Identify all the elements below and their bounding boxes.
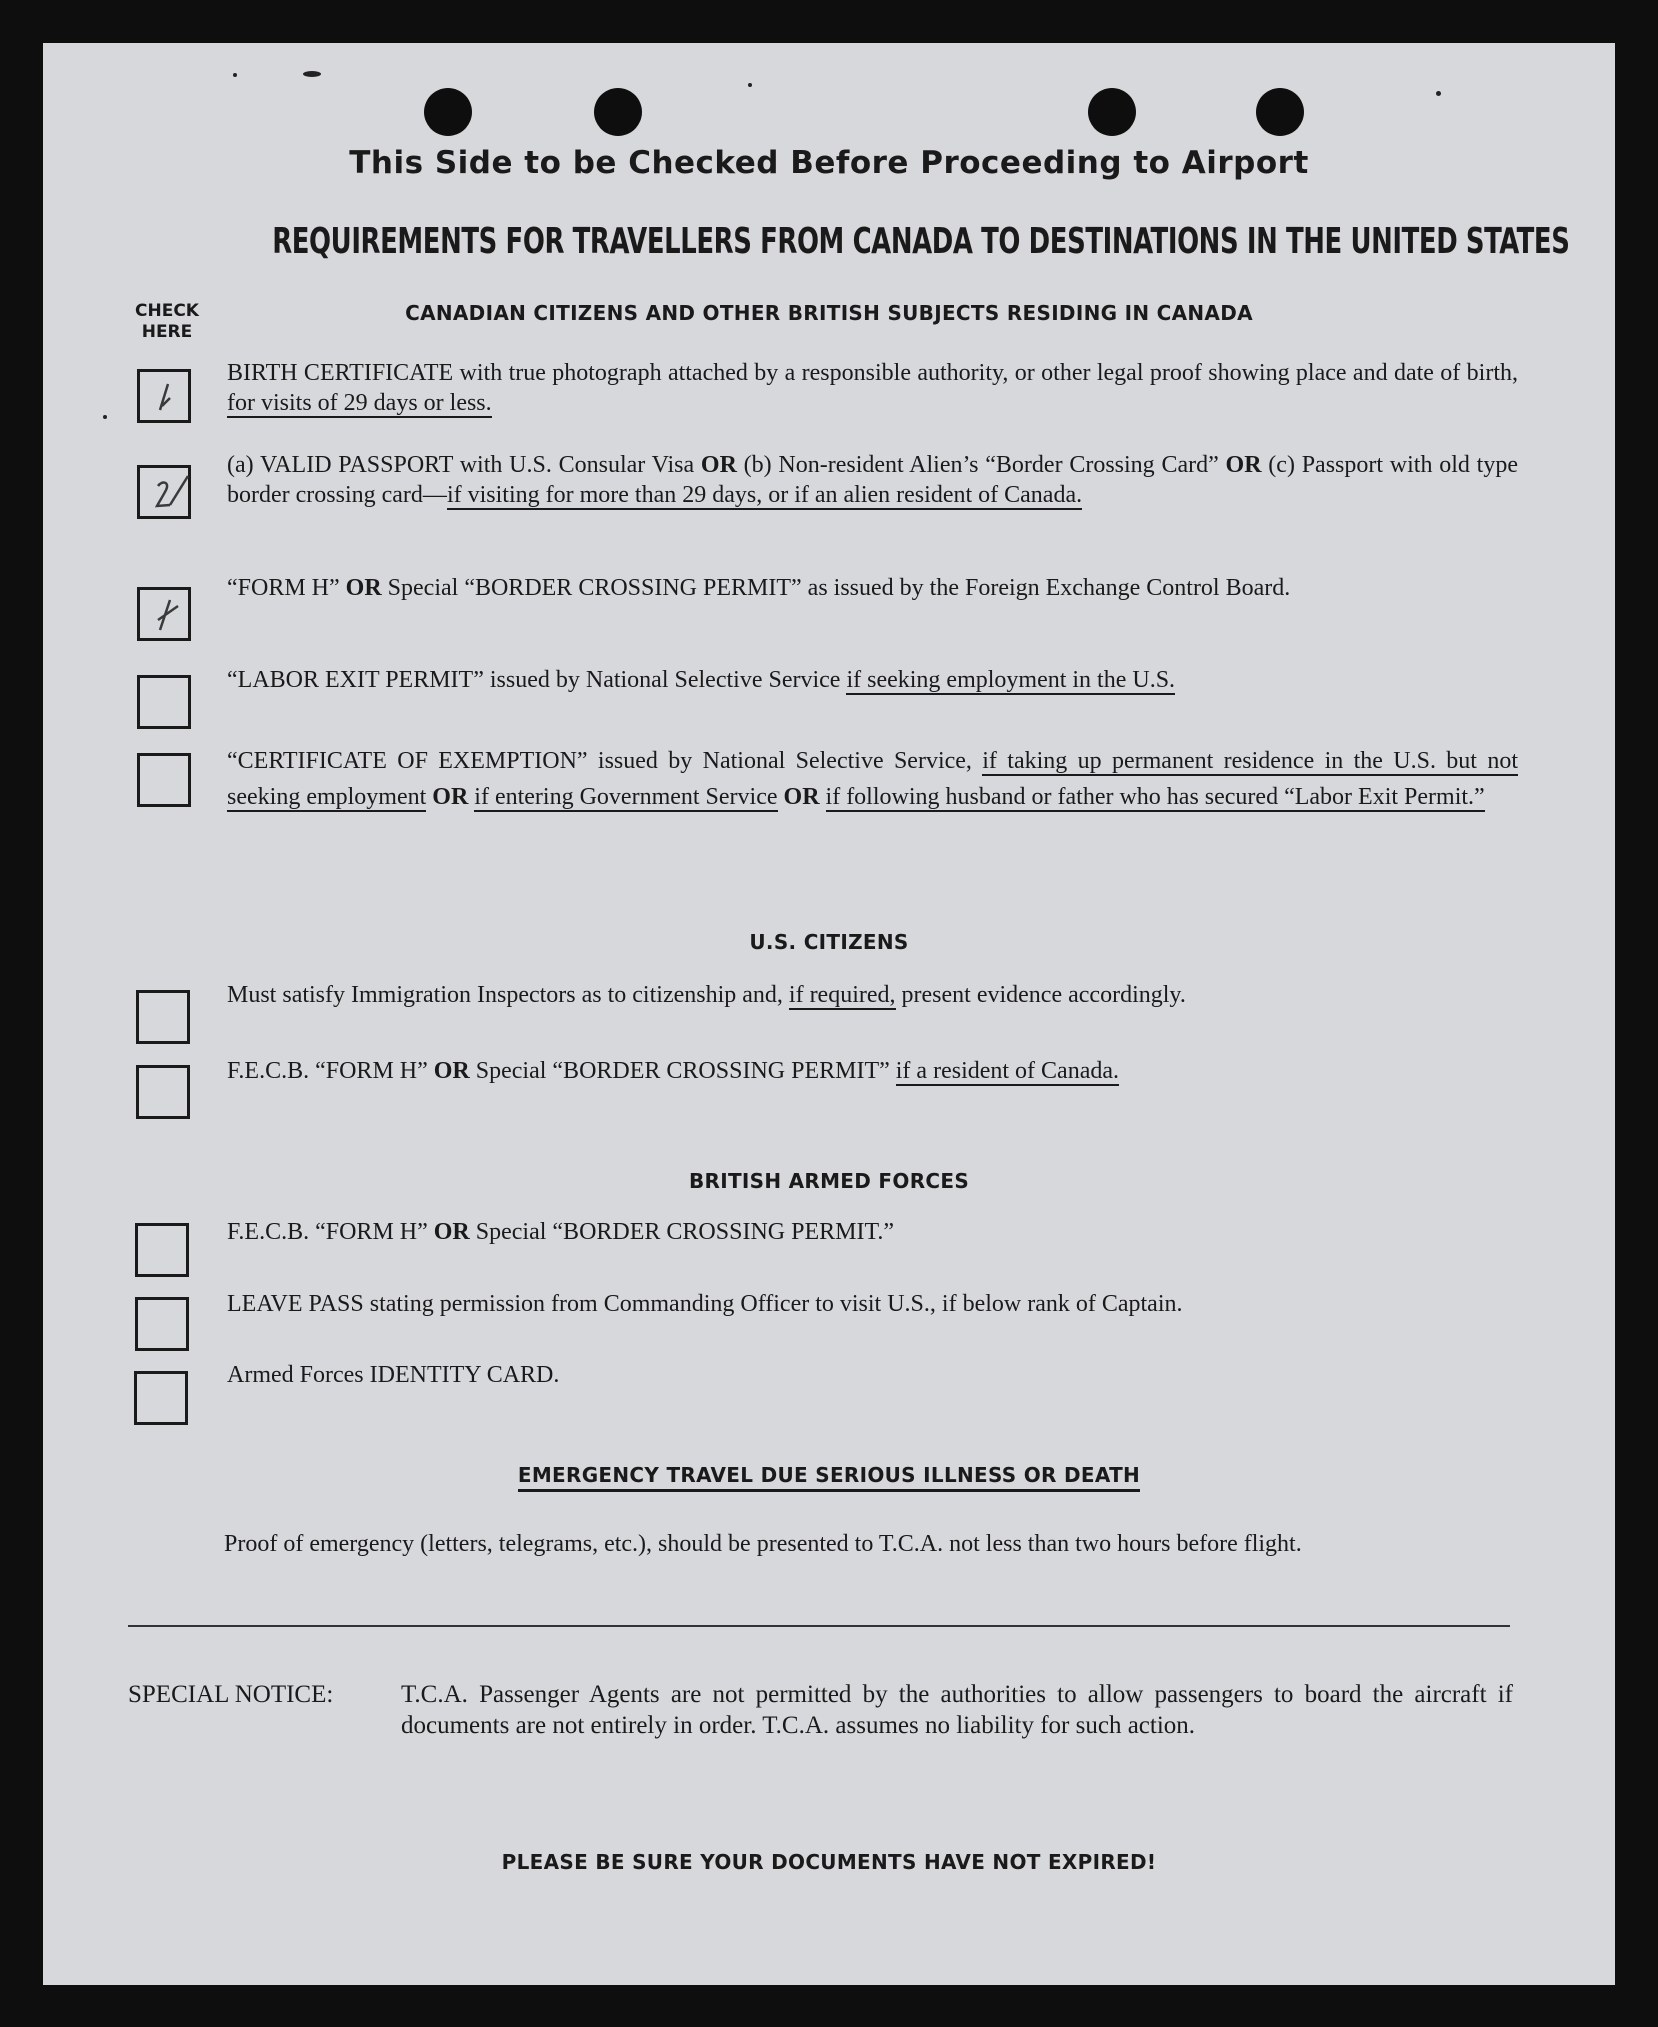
item-birth-certificate bbox=[227, 358, 1518, 418]
footer-warning: PLEASE BE SURE YOUR DOCUMENTS HAVE NOT EXPIRED! bbox=[501, 1850, 1157, 1874]
item-text: “FORM H” bbox=[227, 575, 346, 601]
item-valid-passport bbox=[227, 450, 1518, 510]
checkbox-immigration-inspectors[interactable] bbox=[136, 990, 190, 1044]
item-text-underlined: if entering Government Service bbox=[474, 784, 778, 810]
emergency-title-text: EMERGENCY TRAVEL DUE SERIOUS ILLNESS OR DEATH bbox=[518, 1463, 1140, 1492]
ink-speck bbox=[748, 83, 752, 87]
or-label: OR bbox=[433, 1219, 470, 1245]
checkbox-leave-pass[interactable] bbox=[135, 1297, 189, 1351]
top-heading: This Side to be Checked Before Proceeding to Airport bbox=[349, 145, 1309, 181]
checkbox-labor-exit-permit[interactable] bbox=[137, 675, 191, 729]
item-text: (a) VALID PASSPORT with U.S. Consular Visa bbox=[227, 452, 701, 478]
item-fecb-form-h-forces bbox=[227, 1217, 1518, 1247]
emergency-text: Proof of emergency (letters, telegrams, etc.), should be presented to T.C.A. not less than two hours before flight. bbox=[224, 1531, 1302, 1557]
punch-hole bbox=[594, 88, 642, 136]
check-mark-icon bbox=[148, 472, 194, 512]
punch-hole bbox=[1256, 88, 1304, 136]
document-page bbox=[43, 43, 1615, 1985]
section-title-us-citizens: U.S. CITIZENS bbox=[749, 930, 909, 954]
item-labor-exit-permit bbox=[227, 665, 1518, 695]
item-text: Special “BORDER CROSSING PERMIT.” bbox=[469, 1219, 894, 1245]
ink-speck bbox=[103, 415, 107, 419]
item-text: (b) Non-resident Alien’s “Border Crossing Card” bbox=[736, 452, 1226, 478]
item-text: Armed Forces IDENTITY CARD. bbox=[227, 1362, 560, 1388]
item-text: LEAVE PASS stating permission from Commanding Officer to visit U.S., if below rank of Captain. bbox=[227, 1291, 1183, 1317]
ink-speck bbox=[233, 73, 237, 77]
item-certificate-of-exemption bbox=[227, 743, 1518, 815]
item-fecb-form-h-resident bbox=[227, 1056, 1518, 1086]
item-text-underlined: if required, bbox=[788, 982, 896, 1008]
check-mark-icon bbox=[148, 376, 182, 416]
main-title: REQUIREMENTS FOR TRAVELLERS FROM CANADA TO DESTINATIONS IN THE UNITED STATES bbox=[272, 221, 1570, 262]
item-identity-card bbox=[227, 1360, 1518, 1390]
or-label: OR bbox=[700, 452, 737, 478]
section-title-canadian: CANADIAN CITIZENS AND OTHER BRITISH SUBJECTS RESIDING IN CANADA bbox=[405, 301, 1253, 325]
item-text: F.E.C.B. “FORM H” bbox=[227, 1219, 434, 1245]
item-text: “LABOR EXIT PERMIT” issued by National Selective Service bbox=[227, 667, 847, 693]
item-text: F.E.C.B. “FORM H” bbox=[227, 1058, 434, 1084]
check-mark-icon bbox=[148, 594, 182, 634]
or-label: OR bbox=[1225, 452, 1262, 478]
item-text-underlined: if following husband or father who has secured “Labor Exit Permit.” bbox=[825, 784, 1485, 810]
item-text-underlined: if a resident of Canada. bbox=[895, 1058, 1120, 1084]
punch-hole bbox=[1088, 88, 1136, 136]
item-text: BIRTH CERTIFICATE with true photograph attached by a responsible authority, or other legal proof showing place and date of birth, bbox=[227, 360, 1518, 386]
item-text-underlined: if visiting for more than 29 days, or if an alien resident of Canada. bbox=[446, 482, 1083, 508]
checkbox-fecb-form-h-resident[interactable] bbox=[136, 1065, 190, 1119]
item-text: Special “BORDER CROSSING PERMIT” bbox=[469, 1058, 896, 1084]
item-text bbox=[820, 784, 826, 810]
item-text: (c) Passport with old type border crossing card— bbox=[227, 452, 1519, 508]
check-here-line: HERE bbox=[141, 322, 193, 342]
or-label: OR bbox=[783, 784, 820, 810]
or-label: OR bbox=[433, 1058, 470, 1084]
item-leave-pass bbox=[227, 1289, 1518, 1319]
ink-speck bbox=[303, 71, 321, 77]
item-text-underlined: if seeking employment in the U.S. bbox=[846, 667, 1176, 693]
item-form-h bbox=[227, 573, 1518, 603]
or-label: OR bbox=[345, 575, 382, 601]
checkbox-fecb-form-h-forces[interactable] bbox=[135, 1223, 189, 1277]
divider-line bbox=[128, 1625, 1510, 1627]
item-immigration-inspectors bbox=[227, 980, 1518, 1010]
item-text: present evidence accordingly. bbox=[895, 982, 1186, 1008]
checkbox-birth-certificate[interactable] bbox=[137, 369, 191, 423]
checkbox-valid-passport[interactable] bbox=[137, 465, 191, 519]
or-label: OR bbox=[432, 784, 469, 810]
punch-hole bbox=[424, 88, 472, 136]
item-text: Must satisfy Immigration Inspectors as to citizenship and, bbox=[227, 982, 789, 1008]
section-title-emergency bbox=[43, 1463, 1615, 1487]
check-here-line: CHECK bbox=[135, 301, 199, 321]
item-text: “CERTIFICATE OF EXEMPTION” issued by National Selective Service, bbox=[227, 748, 983, 774]
section-title-british-armed-forces: BRITISH ARMED FORCES bbox=[688, 1169, 970, 1193]
checkbox-identity-card[interactable] bbox=[134, 1371, 188, 1425]
checkbox-certificate-of-exemption[interactable] bbox=[137, 753, 191, 807]
item-text: Special “BORDER CROSSING PERMIT” as issued by the Foreign Exchange Control Board. bbox=[381, 575, 1291, 601]
ink-speck bbox=[1436, 91, 1441, 96]
checkbox-form-h[interactable] bbox=[137, 587, 191, 641]
item-text-underlined: for visits of 29 days or less. bbox=[227, 390, 492, 416]
special-notice-text: T.C.A. Passenger Agents are not permitted by the authorities to allow passengers to board the aircraft if documents are not entirely in order. T.C.A. assumes no liability for such action. bbox=[401, 1681, 1513, 1739]
special-notice-label: SPECIAL NOTICE: bbox=[128, 1681, 334, 1708]
item-text-underlined: if taking up permanent residence in the U.S. but not seeking employment bbox=[227, 748, 1518, 810]
